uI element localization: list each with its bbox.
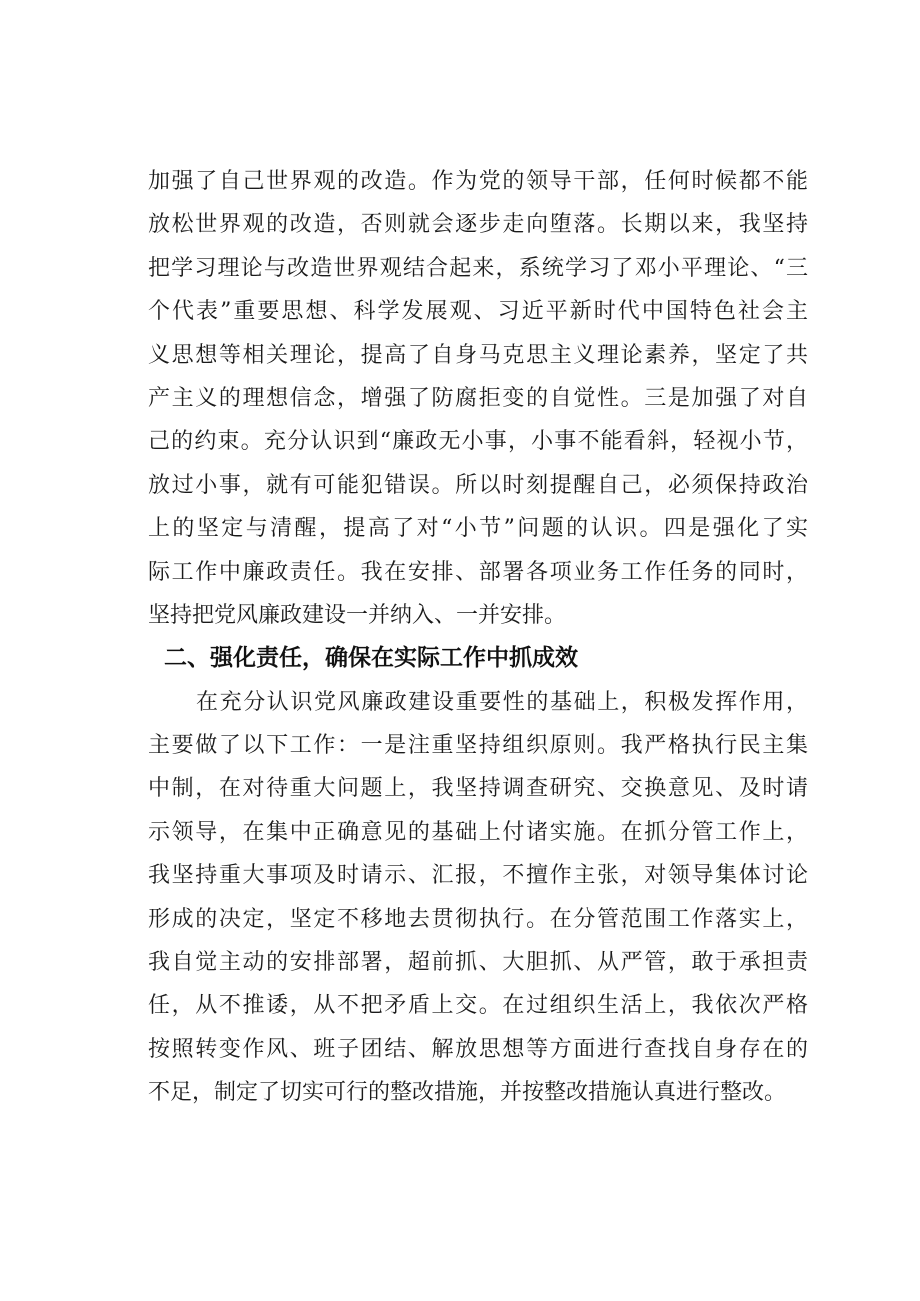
text-line: 放松世界观的改造，否则就会逐步走向堕落。长期以来，我坚持 — [148, 212, 808, 238]
text-line: 中制，在对待重大问题上，我坚持调查研究、交换意见、及时请 — [148, 776, 808, 802]
text-line: 示领导，在集中正确意见的基础上付诸实施。在抓分管工作上， — [148, 819, 808, 845]
text-line: 我自觉主动的安排部署，超前抓、大胆抓、从严管，敢于承担责 — [148, 950, 808, 976]
text-line: 己的约束。充分认识到“廉政无小事，小事不能看斜，轻视小节， — [148, 429, 808, 455]
text-line: 义思想等相关理论，提高了自身马克思主义理论素养，坚定了共 — [148, 342, 808, 368]
text-line: 任，从不推诿，从不把矛盾上交。在过组织生活上，我依次严格 — [148, 993, 808, 1019]
text-line: 际工作中廉政责任。我在安排、部署各项业务工作任务的同时， — [148, 559, 808, 585]
text-line: 主要做了以下工作：一是注重坚持组织原则。我严格执行民主集 — [148, 733, 808, 759]
text-line: 在充分认识党风廉政建设重要性的基础上，积极发挥作用， — [196, 689, 808, 715]
document-body — [148, 160, 808, 1115]
text-line: 形成的决定，坚定不移地去贯彻执行。在分管范围工作落实上， — [148, 906, 808, 932]
text-line: 坚持把党风廉政建设一并纳入、一并安排。 — [148, 602, 567, 628]
text-line: 产主义的理想信念，增强了防腐拒变的自觉性。三是加强了对自 — [148, 385, 808, 411]
text-line: 按照转变作风、班子团结、解放思想等方面进行查找自身存在的 — [148, 1036, 808, 1062]
text-line: 把学习理论与改造世界观结合起来，系统学习了邓小平理论、“三 — [148, 255, 808, 281]
text-line: 我坚持重大事项及时请示、汇报，不擅作主张，对领导集体讨论 — [148, 863, 808, 889]
paragraph-1 — [148, 160, 808, 637]
section-heading: 二、强化责任，确保在实际工作中抓成效 — [164, 645, 578, 672]
text-line: 加强了自己世界观的改造。作为党的领导干部，任何时候都不能 — [148, 169, 808, 194]
text-line: 不足，制定了切实可行的整改措施，并按整改措施认真进行整改。 — [148, 1080, 787, 1106]
text-line: 上的坚定与清醒，提高了对“小节”问题的认识。四是强化了实 — [148, 516, 808, 542]
paragraph-2 — [148, 681, 808, 1115]
text-line: 个代表”重要思想、科学发展观、习近平新时代中国特色社会主 — [148, 299, 808, 325]
text-line: 放过小事，就有可能犯错误。所以时刻提醒自己，必须保持政治 — [148, 472, 808, 498]
